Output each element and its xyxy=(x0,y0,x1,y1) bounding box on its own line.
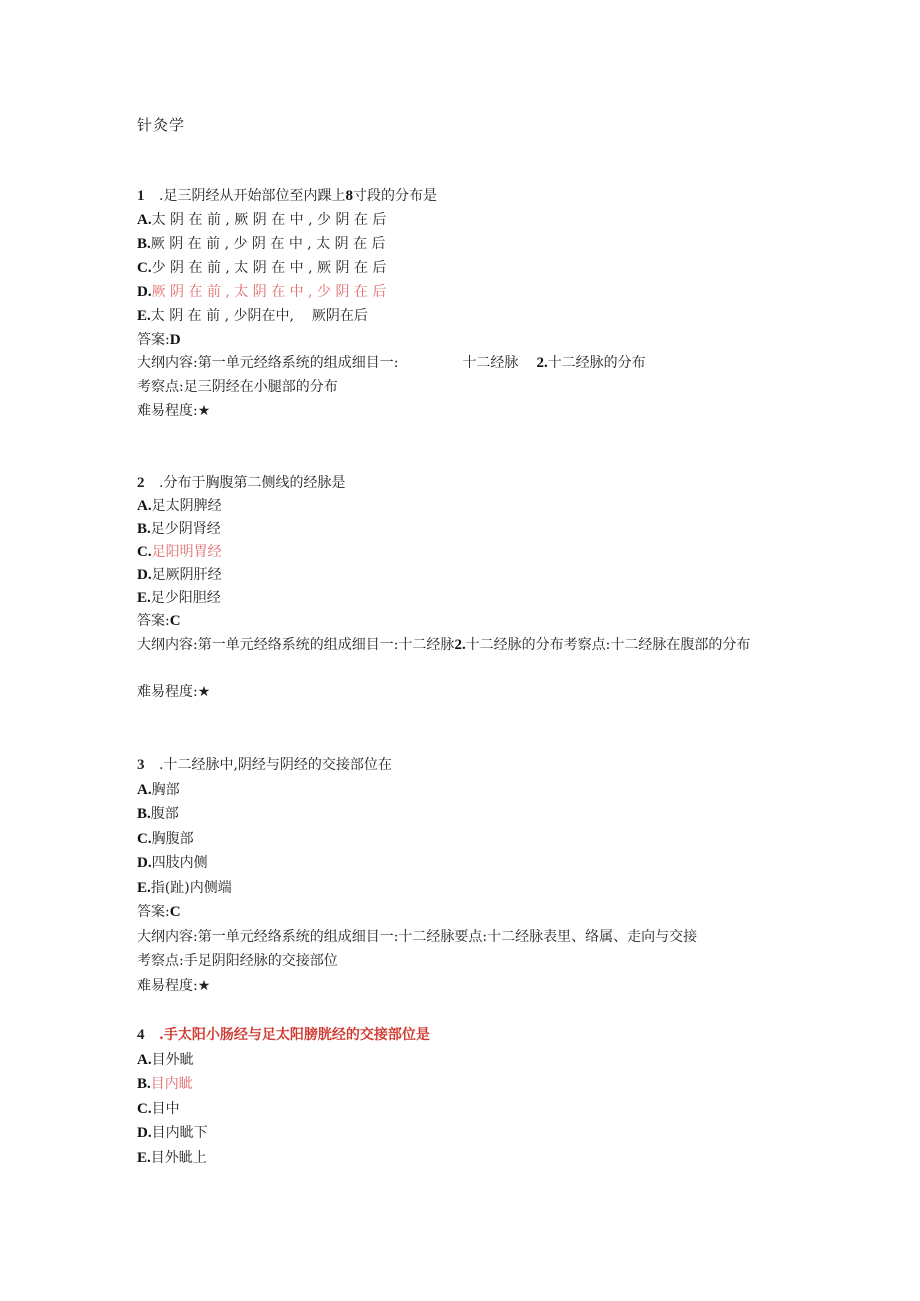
q3-option-d[interactable] xyxy=(137,853,208,873)
option-letter: B. xyxy=(137,1076,151,1092)
option-text: 厥 阴 在 前 , 少 阴 在 中 , 太 阴 在 后 xyxy=(150,236,386,252)
q1-option-e[interactable] xyxy=(137,306,368,326)
answer-label: 答案: xyxy=(137,332,170,348)
question-number: 1 xyxy=(137,188,145,204)
outline-text: 大纲内容:第一单元经络系统的组成细目一: xyxy=(137,355,399,371)
option-letter: C. xyxy=(137,831,152,847)
difficulty-label: 难易程度: xyxy=(137,684,198,700)
difficulty-label: 难易程度: xyxy=(137,978,198,994)
question-number: 4 xyxy=(137,1027,145,1043)
q1-answer xyxy=(137,330,181,350)
question-number-inline: 8 xyxy=(345,188,353,204)
option-letter: B. xyxy=(137,236,151,252)
answer-value: C xyxy=(169,904,181,920)
option-letter: D. xyxy=(137,855,152,871)
option-letter: A. xyxy=(137,498,152,514)
option-letter: C. xyxy=(137,260,152,276)
option-letter: E. xyxy=(137,880,151,896)
q3-option-e[interactable] xyxy=(137,878,232,898)
q2-option-a[interactable] xyxy=(137,496,222,516)
q2-answer xyxy=(137,611,181,631)
answer-value: D xyxy=(169,332,181,348)
question-text: .足三阴经从开始部位至内踝上 xyxy=(159,188,346,204)
option-text: 足厥阴肝经 xyxy=(151,567,222,583)
option-letter: A. xyxy=(137,782,152,798)
q2-option-c[interactable] xyxy=(137,542,222,562)
outline-text: 大纲内容:第一单元经络系统的组成细目一:十二经脉 xyxy=(137,637,455,653)
answer-label: 答案: xyxy=(137,613,170,629)
outline-mid: 十二经脉 xyxy=(462,355,519,371)
question-2-stem xyxy=(137,473,345,493)
option-letter: C. xyxy=(137,544,152,560)
q1-option-b[interactable] xyxy=(137,234,386,254)
option-text: 胸部 xyxy=(151,782,180,798)
question-text: .分布于胸腹第二侧线的经脉是 xyxy=(159,475,346,491)
option-text-highlighted: 足阳明胃经 xyxy=(151,544,222,560)
q1-outline xyxy=(137,353,646,373)
option-letter: D. xyxy=(137,1125,152,1141)
question-1-stem xyxy=(137,186,437,206)
difficulty-label: 难易程度: xyxy=(137,403,198,419)
q1-exam-point: 考察点:足三阴经在小腿部的分布 xyxy=(137,379,338,395)
q1-option-d[interactable] xyxy=(137,282,386,302)
option-text: 太 阴 在 前 , 少阴在中, xyxy=(150,308,294,324)
answer-value: C xyxy=(169,613,181,629)
q3-outline: 大纲内容:第一单元经络系统的组成细目一:十二经脉要点:十二经脉表里、络属、走向与交接 xyxy=(137,929,698,945)
q3-exam-point: 考察点:手足阴阳经脉的交接部位 xyxy=(137,953,338,969)
option-letter: E. xyxy=(137,308,151,324)
q4-option-e[interactable] xyxy=(137,1148,207,1168)
option-text: 足少阳胆经 xyxy=(150,590,221,606)
question-text-highlighted: .手太阳小肠经与足太阳膀胱经的交接部位是 xyxy=(159,1027,430,1043)
star-icon: ★ xyxy=(197,978,211,994)
q2-option-b[interactable] xyxy=(137,519,221,539)
q2-option-d[interactable] xyxy=(137,565,222,585)
option-letter: C. xyxy=(137,1101,152,1117)
option-text: 胸腹部 xyxy=(151,831,194,847)
option-text: 目外眦 xyxy=(151,1052,194,1068)
option-text: 太 阴 在 前 , 厥 阴 在 中 , 少 阴 在 后 xyxy=(151,212,387,228)
question-3-stem xyxy=(137,755,392,775)
q4-option-b[interactable] xyxy=(137,1074,193,1094)
option-text-highlighted: 目内眦 xyxy=(150,1076,193,1092)
outline-number: 2. xyxy=(454,637,466,653)
q3-option-a[interactable] xyxy=(137,780,180,800)
star-icon: ★ xyxy=(197,684,211,700)
q2-difficulty xyxy=(137,682,210,702)
option-letter: D. xyxy=(137,284,152,300)
option-text: 四肢内侧 xyxy=(151,855,208,871)
question-number: 2 xyxy=(137,475,145,491)
option-text: 足少阴肾经 xyxy=(150,521,221,537)
option-text-highlighted: 厥 阴 在 前 , 太 阴 在 中 , 少 阴 在 后 xyxy=(151,284,387,300)
q4-option-a[interactable] xyxy=(137,1050,194,1070)
star-icon: ★ xyxy=(197,403,211,419)
q3-difficulty xyxy=(137,976,210,996)
outline-tail: 十二经脉的分布考察点:十二经脉在腹部的分布 xyxy=(465,637,751,653)
option-text: 足太阴脾经 xyxy=(151,498,222,514)
option-letter: A. xyxy=(137,212,152,228)
option-text: 目中 xyxy=(151,1101,180,1117)
q2-outline xyxy=(137,633,787,657)
option-letter: B. xyxy=(137,806,151,822)
q1-difficulty xyxy=(137,401,210,421)
document-title: 针灸学 xyxy=(137,116,186,134)
q1-option-a[interactable] xyxy=(137,210,386,230)
question-text-tail: 寸段的分布是 xyxy=(352,188,437,204)
option-letter: B. xyxy=(137,521,151,537)
q4-option-d[interactable] xyxy=(137,1123,208,1143)
option-text: 目内眦下 xyxy=(151,1125,208,1141)
question-number: 3 xyxy=(137,757,145,773)
answer-label: 答案: xyxy=(137,904,170,920)
option-text-tail: 厥阴在后 xyxy=(311,308,368,324)
option-letter: E. xyxy=(137,590,151,606)
q3-option-c[interactable] xyxy=(137,829,194,849)
outline-tail: 十二经脉的分布 xyxy=(547,355,646,371)
q3-option-b[interactable] xyxy=(137,804,179,824)
q1-option-c[interactable] xyxy=(137,258,386,278)
option-letter: D. xyxy=(137,567,152,583)
option-letter: E. xyxy=(137,1150,151,1166)
q3-answer xyxy=(137,902,181,922)
q2-option-e[interactable] xyxy=(137,588,221,608)
option-text: 指(趾)内侧端 xyxy=(150,880,232,896)
option-letter: A. xyxy=(137,1052,152,1068)
option-text: 少 阴 在 前 , 太 阴 在 中 , 厥 阴 在 后 xyxy=(151,260,387,276)
option-text: 腹部 xyxy=(150,806,179,822)
question-text: .十二经脉中,阴经与阴经的交接部位在 xyxy=(159,757,392,773)
q4-option-c[interactable] xyxy=(137,1099,180,1119)
question-4-stem xyxy=(137,1025,430,1045)
option-text: 目外眦上 xyxy=(150,1150,207,1166)
outline-number: 2. xyxy=(536,355,548,371)
